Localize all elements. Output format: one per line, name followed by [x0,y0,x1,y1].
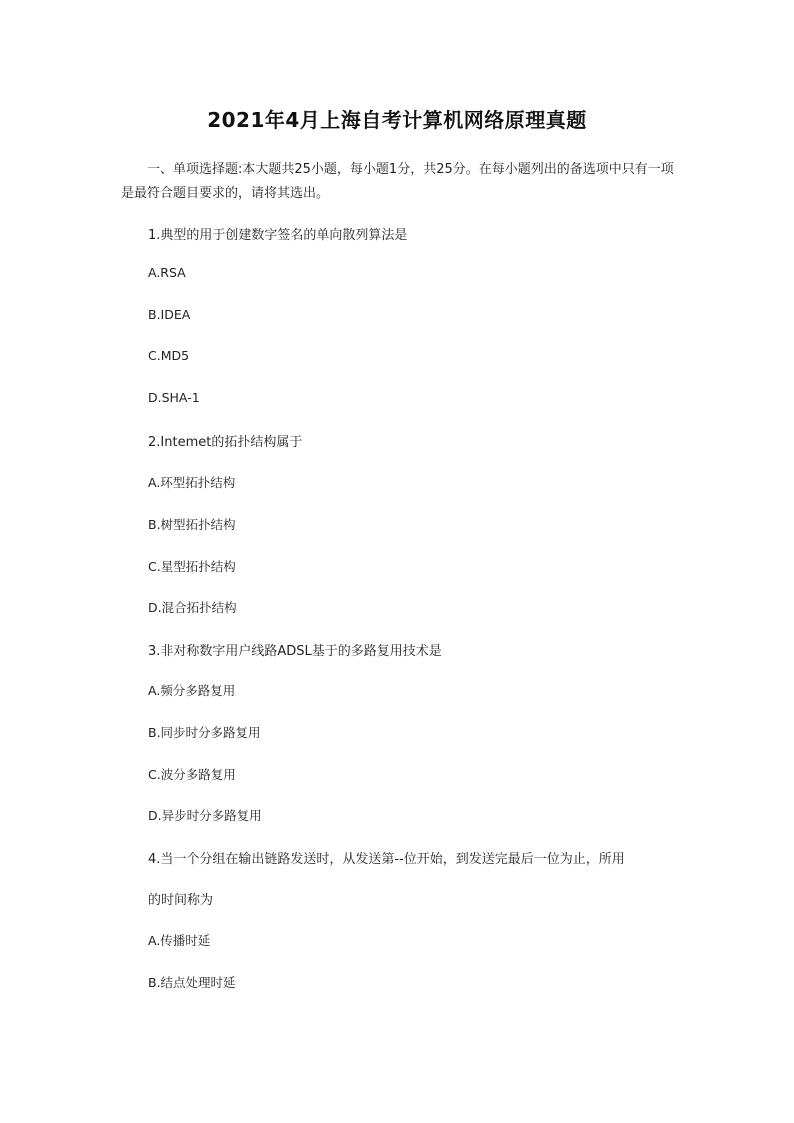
question-2-option-d: D.混合拓扑结构 [148,600,237,615]
question-1-option-c: C.MD5 [148,348,190,363]
question-4-stem-line-1: 4.当一个分组在输出链路发送时，从发送第--位开始，到发送完最后一位为止，所用 [148,852,625,867]
question-3-option-a: A.频分多路复用 [148,683,236,698]
section-intro: 一、单项选择题:本大题共25小题，每小题1分，共25分。在每小题列出的备选项中只有一项是最符合题目要求的，请将其选出。 [121,162,674,201]
question-3-stem: 3.非对称数字用户线路ADSL基于的多路复用技术是 [148,644,442,659]
question-4-stem-line-2: 的时间称为 [148,893,214,908]
question-4-option-a: A.传播时延 [148,933,211,948]
question-2-option-c: C.星型拓扑结构 [148,559,236,574]
question-4-option-b: B.结点处理时延 [148,975,236,990]
question-2-option-b: B.树型拓扑结构 [148,517,236,532]
question-2-option-a: A.环型拓扑结构 [148,475,236,490]
question-1-stem: 1.典型的用于创建数字签名的单向散列算法是 [148,228,408,243]
question-1-option-a: A.RSA [148,265,186,280]
question-3-option-c: C.波分多路复用 [148,767,236,782]
question-1-option-d: D.SHA-1 [148,390,200,405]
question-3-option-b: B.同步时分多路复用 [148,725,261,740]
question-2-stem: 2.Intemet的拓扑结构属于 [148,435,303,450]
question-1-option-b: B.IDEA [148,307,191,322]
question-3-option-d: D.异步时分多路复用 [148,808,262,823]
document-title: 2021年4月上海自考计算机网络原理真题 [207,108,587,132]
